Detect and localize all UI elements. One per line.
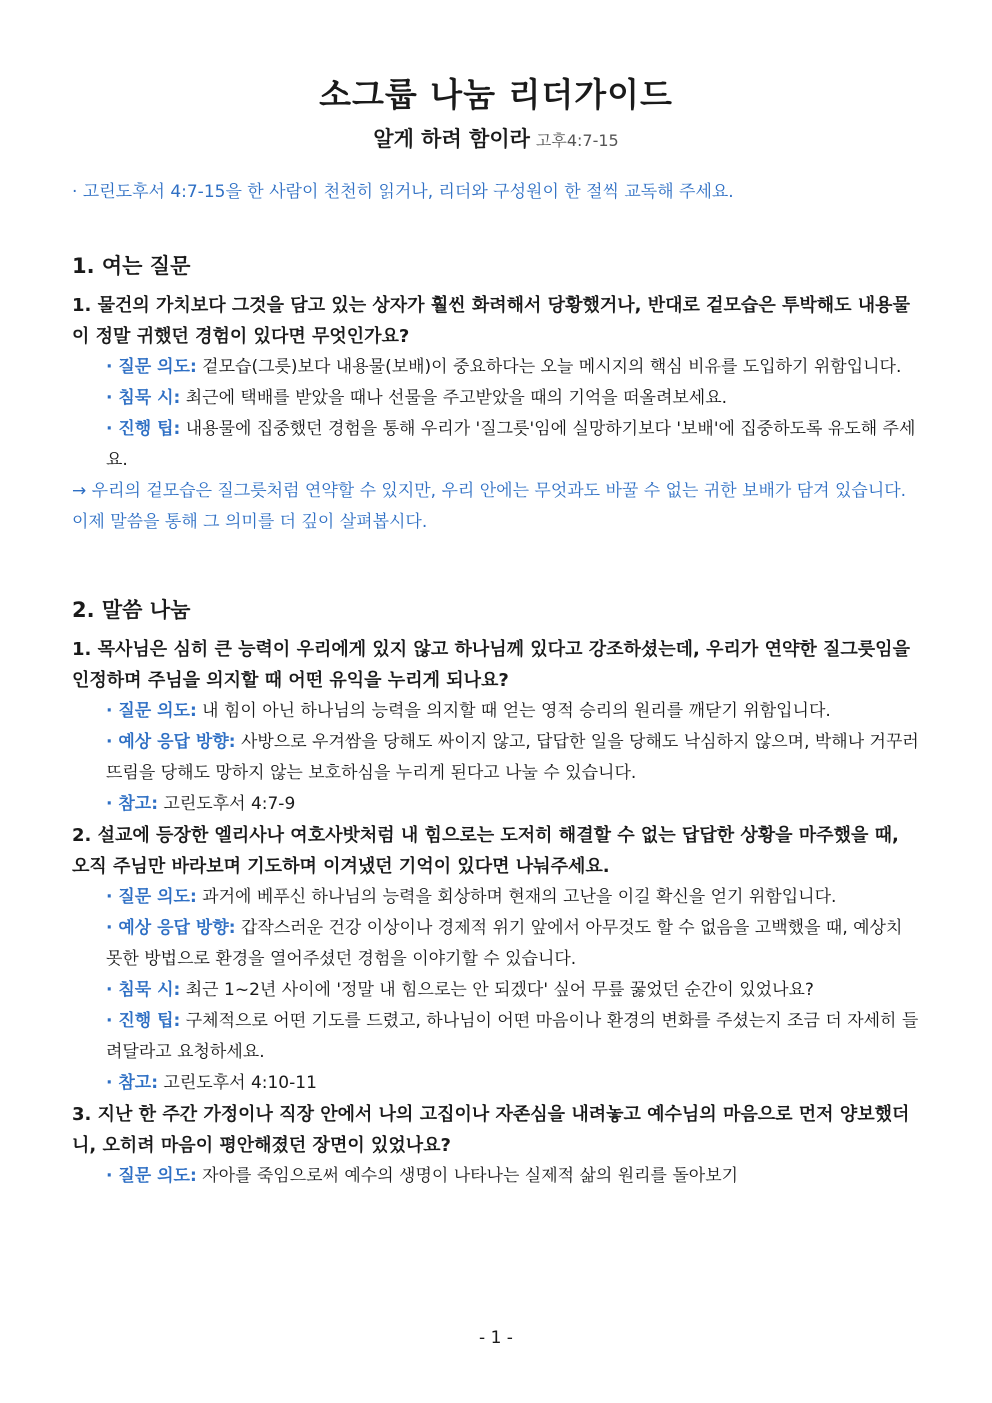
sharing-question-1: 1. 목사님은 심히 큰 능력이 우리에게 있지 않고 하나님께 있다고 강조하셨는데, 우리가 연약한 질그릇임을 인정하며 주님을 의지할 때 어떤 유익을 누리게 되나요? <box>72 639 910 691</box>
note-text: 최근 1~2년 사이에 '정말 내 힘으로는 안 되겠다' 싶어 무릎 꿇었던 순간이 있었나요? <box>180 980 814 1000</box>
note-key: · 침묵 시: <box>106 980 181 1000</box>
note-text: 겉모습(그릇)보다 내용물(보배)이 중요하다는 오늘 메시지의 핵심 비유를 도입하기 위함입니다. <box>196 357 902 377</box>
note-text: 고린도후서 4:10-11 <box>158 1073 317 1093</box>
note-item <box>106 789 920 820</box>
note-text: 과거에 베푸신 하나님의 능력을 회상하며 현재의 고난을 이길 확신을 얻기 위함입니다. <box>196 887 837 907</box>
page-title: 소그룹 나눔 리더가이드 <box>319 75 673 114</box>
note-key: · 참고: <box>106 794 159 814</box>
note-text: 최근에 택배를 받았을 때나 선물을 주고받았을 때의 기억을 떠올려보세요. <box>180 388 728 408</box>
note-item <box>106 1068 920 1099</box>
note-item <box>106 975 920 1006</box>
note-item <box>106 352 920 383</box>
note-key: · 예상 응답 방향: <box>106 732 236 752</box>
note-item <box>106 1006 920 1068</box>
page-number: - 1 - <box>479 1328 513 1348</box>
subtitle-reference: 고후4:7-15 <box>535 131 619 150</box>
sharing-question-2: 2. 설교에 등장한 엘리사나 여호사밧처럼 내 힘으로는 도저히 해결할 수 없는 답답한 상황을 마주했을 때, 오직 주님만 바라보며 기도하며 이겨냈던 기억이 있다면 나눠주세요. <box>72 825 899 877</box>
note-text: 갑작스러운 건강 이상이나 경제적 위기 앞에서 아무것도 할 수 없음을 고백했을 때, 예상치 못한 방법으로 환경을 열어주셨던 경험을 이야기할 수 있습니다. <box>106 918 903 969</box>
note-text: 고린도후서 4:7-9 <box>158 794 296 814</box>
subtitle-main: 알게 하려 함이라 <box>373 127 530 151</box>
section-title-opening: 1. 여는 질문 <box>72 254 191 278</box>
note-text: 내용물에 집중했던 경험을 통해 우리가 '질그릇'임에 실망하기보다 '보배'에 집중하도록 유도해 주세요. <box>106 419 916 470</box>
note-key: · 질문 의도: <box>106 701 197 721</box>
note-key: · 질문 의도: <box>106 887 197 907</box>
page-subtitle <box>72 124 920 156</box>
intro-instruction: · 고린도후서 4:7-15을 한 사람이 천천히 읽거나, 리더와 구성원이 한 절씩 교독해 주세요. <box>72 182 734 202</box>
note-key: · 참고: <box>106 1073 159 1093</box>
note-item <box>106 383 920 414</box>
note-key: · 예상 응답 방향: <box>106 918 236 938</box>
sharing-question-3: 3. 지난 한 주간 가정이나 직장 안에서 나의 고집이나 자존심을 내려놓고 예수님의 마음으로 먼저 양보했더니, 오히려 마음이 평안해졌던 장면이 있었나요? <box>72 1104 910 1156</box>
note-key: · 질문 의도: <box>106 357 197 377</box>
note-item <box>106 696 920 727</box>
note-item <box>106 1161 920 1192</box>
transition-note: → 우리의 겉모습은 질그릇처럼 연약할 수 있지만, 우리 안에는 무엇과도 바꿀 수 없는 귀한 보배가 담겨 있습니다. 이제 말씀을 통해 그 의미를 더 깊이 살펴봅시다. <box>72 481 907 532</box>
note-key: · 진행 팁: <box>106 1011 181 1031</box>
section-title-word-sharing: 2. 말씀 나눔 <box>72 598 191 622</box>
note-text: 자아를 죽임으로써 예수의 생명이 나타나는 실제적 삶의 원리를 돌아보기 <box>196 1166 739 1186</box>
document-page <box>72 70 920 1192</box>
note-text: 사방으로 우겨쌈을 당해도 싸이지 않고, 답답한 일을 당해도 낙심하지 않으며, 박해나 거꾸러뜨림을 당해도 망하지 않는 보호하심을 누리게 된다고 나눌 수 있습니다. <box>106 732 919 783</box>
note-item <box>106 882 920 913</box>
note-item <box>106 727 920 789</box>
note-text: 구체적으로 어떤 기도를 드렸고, 하나님이 어떤 마음이나 환경의 변화를 주셨는지 조금 더 자세히 들려달라고 요청하세요. <box>106 1011 919 1062</box>
note-item <box>106 414 920 476</box>
opening-question: 1. 물건의 가치보다 그것을 담고 있는 상자가 훨씬 화려해서 당황했거나, 반대로 겉모습은 투박해도 내용물이 정말 귀했던 경험이 있다면 무엇인가요? <box>72 295 910 347</box>
note-item <box>106 913 920 975</box>
note-key: · 진행 팁: <box>106 419 181 439</box>
note-key: · 질문 의도: <box>106 1166 197 1186</box>
note-key: · 침묵 시: <box>106 388 181 408</box>
note-text: 내 힘이 아닌 하나님의 능력을 의지할 때 얻는 영적 승리의 원리를 깨닫기 위함입니다. <box>196 701 831 721</box>
